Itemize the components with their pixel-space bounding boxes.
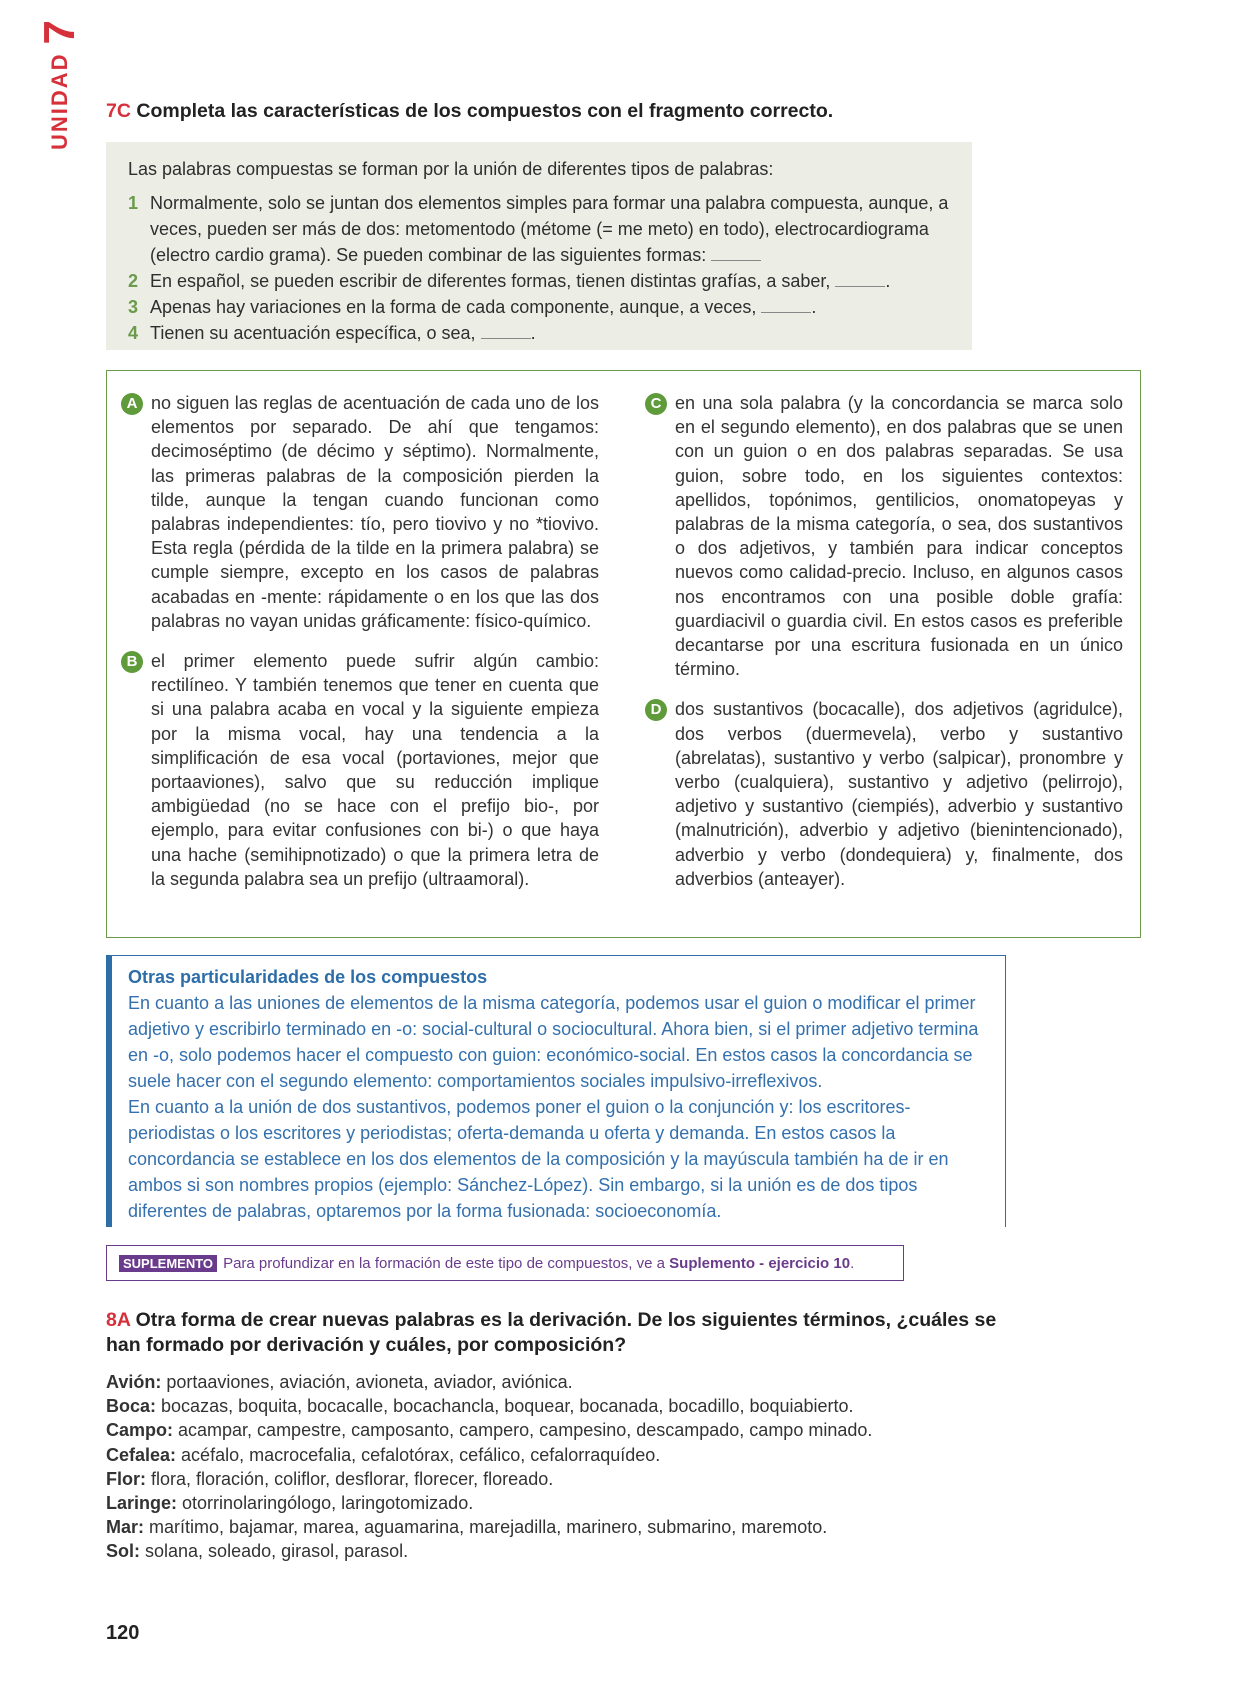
- sidebar-box: [106, 955, 1006, 1227]
- sidebar-paragraph-2: En cuanto a la unión de dos sustantivos, podemos poner el guion o la conjunción y: los escritores-periodistas o los escritores y periodistas; oferta-demanda u oferta y demanda. En estos casos la concordancia se establece en los dos elementos de la composición y la mayúscula también ha de ir en ambos si son nombres propios (ejemplo: Sánchez-López). Sin embargo, si la unión es de dos tipos diferentes de palabras, optaremos por la forma fusionada: socioeconomía.: [128, 1097, 949, 1221]
- term: Campo:: [106, 1420, 173, 1441]
- fragment-b: [121, 649, 599, 891]
- fragments-left-column: [121, 391, 599, 907]
- words: marítimo, bajamar, marea, aguamarina, marejadilla, marinero, submarino, maremoto.: [149, 1517, 828, 1538]
- unit-tab: [35, 19, 84, 150]
- term: Sol:: [106, 1541, 140, 1562]
- summary-intro: Las palabras compuestas se forman por la unión de diferentes tipos de palabras:: [128, 159, 774, 179]
- sidebar-paragraph-1: En cuanto a las uniones de elementos de la misma categoría, podemos usar el guion o modificar el primer adjetivo y escribirlo terminado en -o: social-cultural o sociocultural. Ahora bien, si el primer adjetivo termina en -o, solo podemos hacer el compuesto con guion: económico-social. En estos casos la concordancia se suele hacer con el segundo elemento: comportamientos sociales impulsivo-irreflexivos.: [128, 993, 979, 1091]
- list-item: [106, 1418, 1106, 1442]
- exercise-8a-instruction: Otra forma de crear nuevas palabras es la derivación. De los siguientes términos, ¿cuáles se han formado por derivación y cuáles, por composición?: [106, 1309, 997, 1356]
- words: portaaviones, aviación, avioneta, aviador, aviónica.: [166, 1372, 573, 1392]
- answer-blank-2[interactable]: [835, 272, 885, 287]
- fragment-d: [645, 697, 1123, 891]
- fragment-d-text: dos sustantivos (bocacalle), dos adjetivos (agridulce), dos verbos (duermevela), verbo y sustantivo (abrelatas), sustantivo y verbo (salpicar), pronombre y verbo (cualquiera), sustantivo y adjetivo (pelirrojo), adjetivo y sustantivo (ciempiés), adverbio y sustantivo (malnutrición), adverbio y adjetivo (bienintencionado), adverbio y verbo (dondequiera) y, finalmente, dos adverbios (anteayer).: [675, 699, 1123, 889]
- page-number: 120: [106, 1622, 140, 1644]
- words: bocazas, boquita, bocacalle, bocachancla, boquear, bocanada, bocadillo, boquiabierto.: [161, 1396, 854, 1417]
- fragments-right-column: [645, 391, 1123, 907]
- list-item: [106, 1370, 1106, 1394]
- summary-item-text: Apenas hay variaciones en la forma de cada componente, aunque, a veces,: [150, 297, 757, 317]
- summary-box: [106, 142, 972, 350]
- fragment-c-badge: C: [645, 393, 667, 415]
- list-item: [106, 1539, 1106, 1563]
- item-number: 2: [128, 271, 139, 291]
- fragments-box: [106, 370, 1141, 938]
- exercise-8a-number: 8A: [106, 1309, 131, 1331]
- words: otorrinolaringólogo, laringotomizado.: [182, 1493, 474, 1514]
- summary-item-4: [128, 320, 952, 346]
- list-item: [106, 1394, 1106, 1418]
- supplement-text: Para profundizar en la formación de este tipo de compuestos, ve a: [223, 1254, 665, 1272]
- words: acéfalo, macrocefalia, cefalotórax, cefálico, cefalorraquídeo.: [181, 1444, 661, 1465]
- words: flora, floración, coliflor, desflorar, florecer, floreado.: [151, 1468, 554, 1489]
- fragment-c-text: en una sola palabra (y la concordancia se marca solo en el segundo elemento), en dos palabras que se unen con un guion o en dos palabras separadas. Se usa guion, sobre todo, en los siguientes contextos: apellidos, topónimos, gentilicios, onomatopeyas y palabras de la misma categoría, o sea, dos sustantivos o dos adjetivos, y también para indicar conceptos nuevos como calidad-precio. Incluso, en algunos casos nos encontramos con una posible doble grafía: guardiacivil o guardia civil. En estos casos es preferible decantarse por una escritura fusionada en un único término.: [675, 393, 1123, 680]
- list-item: [106, 1467, 1106, 1491]
- item-end: .: [811, 297, 817, 317]
- summary-item-1: [128, 190, 952, 268]
- supplement-link[interactable]: Suplemento - ejercicio 10: [669, 1254, 851, 1272]
- exercise-7c-number: 7C: [106, 100, 131, 122]
- fragment-b-badge: B: [121, 651, 143, 673]
- words: solana, soleado, girasol, parasol.: [145, 1541, 409, 1562]
- unit-number: 7: [35, 19, 84, 45]
- sidebar-title: Otras particularidades de los compuestos: [128, 967, 488, 987]
- answer-blank-1[interactable]: [711, 246, 761, 261]
- item-end: .: [885, 271, 891, 291]
- term: Flor:: [106, 1468, 146, 1489]
- fragment-d-badge: D: [645, 699, 667, 721]
- words: acampar, campestre, camposanto, campero, campesino, descampado, campo minado.: [178, 1420, 873, 1441]
- fragment-a-badge: A: [121, 393, 143, 415]
- fragment-a: [121, 391, 599, 633]
- supplement-end: .: [850, 1254, 855, 1272]
- exercise-7c-instruction: Completa las características de los compuestos con el fragmento correcto.: [136, 100, 834, 122]
- list-item: [106, 1443, 1106, 1467]
- list-item: [106, 1515, 1106, 1539]
- supplement-tag: SUPLEMENTO: [119, 1255, 217, 1272]
- item-number: 1: [128, 193, 139, 213]
- unit-label: UNIDAD: [47, 52, 72, 150]
- fragment-c: [645, 391, 1123, 681]
- term: Boca:: [106, 1396, 157, 1417]
- summary-item-text: En español, se pueden escribir de diferentes formas, tienen distintas grafías, a saber,: [150, 271, 831, 291]
- term: Mar:: [106, 1517, 145, 1538]
- word-list: [106, 1370, 1106, 1564]
- term: Avión:: [106, 1372, 162, 1392]
- fragment-b-text: el primer elemento puede sufrir algún cambio: rectilíneo. Y también tenemos que tener en cuenta que si una palabra acaba en vocal y la siguiente empieza por la misma vocal, hay una tendencia a la simplificación de esa vocal (portaviones, mejor que portaaviones), salvo que su reducción implique ambigüedad (no se hace con el prefijo bio-, por ejemplo, para evitar confusiones con bi-) o que haya una hache (semihipnotizado) o que la primera letra de la segunda palabra sea un prefijo (ultraamoral).: [151, 651, 599, 889]
- exercise-8a-heading: [106, 1308, 1006, 1358]
- item-number: 4: [128, 323, 139, 343]
- exercise-7c-heading: [106, 100, 1006, 123]
- item-number: 3: [128, 297, 139, 317]
- term: Cefalea:: [106, 1444, 177, 1465]
- term: Laringe:: [106, 1493, 178, 1514]
- summary-item-2: [128, 268, 952, 294]
- summary-item-3: [128, 294, 952, 320]
- summary-item-text: Tienen su acentuación específica, o sea,: [150, 323, 476, 343]
- supplement-note: [106, 1245, 904, 1281]
- item-end: .: [530, 323, 536, 343]
- summary-item-text: Normalmente, solo se juntan dos elementos simples para formar una palabra compuesta, aunque, a veces, pueden ser más de dos: metomentodo (métome (= me meto) en todo), electrocardiograma (electro cardio grama). Se pueden combinar de las siguientes formas:: [150, 193, 949, 265]
- answer-blank-3[interactable]: [761, 298, 811, 313]
- list-item: [106, 1491, 1106, 1515]
- answer-blank-4[interactable]: [481, 324, 531, 339]
- fragment-a-text: no siguen las reglas de acentuación de cada uno de los elementos por separado. De ahí que tengamos: decimoséptimo (de décimo y séptimo). Normalmente, las primeras palabras de la composición pierden la tilde, aunque la tengan cuando funcionan como palabras independientes: tío, pero tiovivo y no *tiovivo. Esta regla (pérdida de la tilde en la primera palabra) se cumple siempre, excepto en los casos de palabras acabadas en -mente: rápidamente o en los que las dos palabras no vayan unidas gráficamente: físico-químico.: [151, 393, 599, 631]
